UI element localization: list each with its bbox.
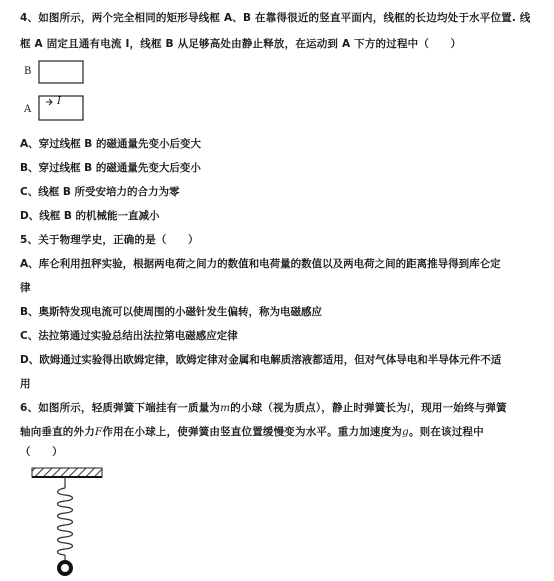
q4-option-b: B、穿过线框 B 的磁通量先变大后变小 — [20, 162, 201, 174]
q6-var-f: F — [94, 426, 103, 438]
q6-var-m: m — [220, 402, 231, 414]
q6-stem-line1 — [20, 400, 507, 415]
q6-text-1b: 的小球（视为质点），静止时弹簧长为 — [230, 402, 407, 414]
q5-stem: 5、关于物理学史，正确的是（ ） — [20, 234, 199, 246]
q6-var-l: l — [406, 402, 411, 414]
loop-b-label: B — [24, 66, 32, 77]
q5-option-b: B、奥斯特发现电流可以使周围的小磁针发生偏转，称为电磁感应 — [20, 306, 323, 318]
loop-b — [38, 60, 84, 84]
q5-option-d-line2: 用 — [20, 378, 31, 390]
spring-icon — [58, 477, 73, 562]
q6-text-2b: 作用在小球上，使弹簧由竖直位置缓慢变为水平。重力加速度为 — [102, 426, 403, 438]
q4-stem-line2: 框 A 固定且通有电流 I，线框 B 从足够高处由静止释放，在运动到 A 下方的过程中（ ） — [20, 38, 462, 50]
q6-text-1c: ，现用一始终与弹簧 — [410, 402, 507, 414]
q6-text-2c: 。则在该过程中 — [408, 426, 484, 438]
loop-a-label: A — [24, 104, 32, 115]
q5-option-a-line2: 律 — [20, 282, 31, 294]
q5-option-d-line1: D、欧姆通过实验得出欧姆定律，欧姆定律对金属和电解质溶液都适用，但对气体导电和半导体元件不适 — [20, 354, 502, 366]
q5-option-c: C、法拉第通过实验总结出法拉第电磁感应定律 — [20, 330, 238, 342]
q5-option-a-line1: A、库仑利用扭秤实验，根据两电荷之间力的数值和电荷量的数值以及两电荷之间的距离推导得到库仑定 — [20, 258, 501, 270]
current-label: I — [57, 96, 61, 107]
loop-a — [38, 95, 84, 123]
q4-option-c: C、线框 B 所受安培力的合力为零 — [20, 186, 180, 198]
spring-figure — [28, 466, 108, 578]
q6-var-g: g — [402, 426, 409, 438]
q6-text-2a: 轴向垂直的外力 — [20, 426, 95, 438]
ceiling-icon — [32, 468, 102, 477]
q6-stem-line2 — [20, 424, 484, 439]
q6-text-1a: 6、如图所示，轻质弹簧下端挂有一质量为 — [20, 402, 221, 414]
q4-stem-line1: 4、如图所示，两个完全相同的矩形导线框 A、B 在靠得很近的竖直平面内，线框的长边均处于水平位置. 线 — [20, 12, 531, 24]
q4-option-d: D、线框 B 的机械能一直减小 — [20, 210, 160, 222]
ball-icon — [59, 562, 71, 574]
q4-option-a: A、穿过线框 B 的磁通量先变小后变大 — [20, 138, 201, 150]
q6-stem-line3: （ ） — [20, 446, 63, 458]
